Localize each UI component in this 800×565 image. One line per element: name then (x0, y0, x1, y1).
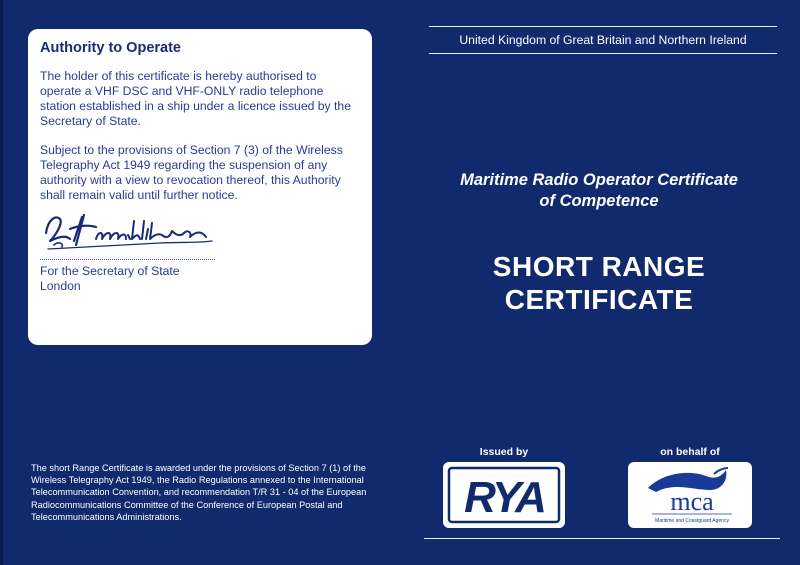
signatory-line-1: For the Secretary of State (40, 264, 180, 278)
signature-image (40, 205, 240, 259)
mca-logo (628, 462, 752, 528)
certificate-subtitle (413, 170, 785, 212)
title-line-1: SHORT RANGE (492, 251, 706, 282)
mca-logo-icon (628, 462, 752, 528)
authority-paragraph-2: Subject to the provisions of Section 7 (3) of the Wireless Telegraphy Act 1949 regarding the suspension of any authority with a view to revocation thereof, this Authority shall remain valid until further notice. (40, 143, 343, 202)
authority-title: Authority to Operate (40, 40, 181, 56)
rya-logo-icon (443, 462, 565, 528)
certificate-title (413, 250, 785, 316)
title-line-2: CERTIFICATE (504, 284, 694, 315)
card-edge (0, 0, 3, 565)
svg-text:mca: mca (670, 487, 714, 516)
signature (40, 205, 360, 259)
subtitle-line-2: of Competence (539, 192, 659, 210)
svg-text:RYA: RYA (464, 473, 544, 522)
authority-paragraph-1: The holder of this certificate is hereby authorised to operate a VHF DSC and VHF-ONLY radio telephone station established in a ship under a licence issued by the Secretary of State. (40, 69, 351, 128)
issued-by-label: Issued by (479, 446, 529, 458)
mca-tagline: Maritime and Coastguard Agency (655, 518, 729, 524)
on-behalf-of-label: on behalf of (660, 446, 720, 458)
country-banner: United Kingdom of Great Britain and Northern Ireland (429, 26, 777, 54)
bottom-rule (424, 538, 780, 539)
legal-notice: The short Range Certificate is awarded under the provisions of Section 7 (1) of the Wireless Telegraphy Act 1949, the Radio Regulations annexed to the International Telecommunication Convention, and recommendation T/R 31 - 04 of the European Radiocommunications Committee of the Conference of European Postal and Telecommunications Administrations. (31, 463, 367, 522)
signatory-line-2: London (40, 279, 81, 293)
subtitle-line-1: Maritime Radio Operator Certificate (460, 171, 738, 189)
rya-logo (443, 462, 565, 528)
authority-panel (28, 29, 372, 345)
signature-line (40, 259, 215, 260)
